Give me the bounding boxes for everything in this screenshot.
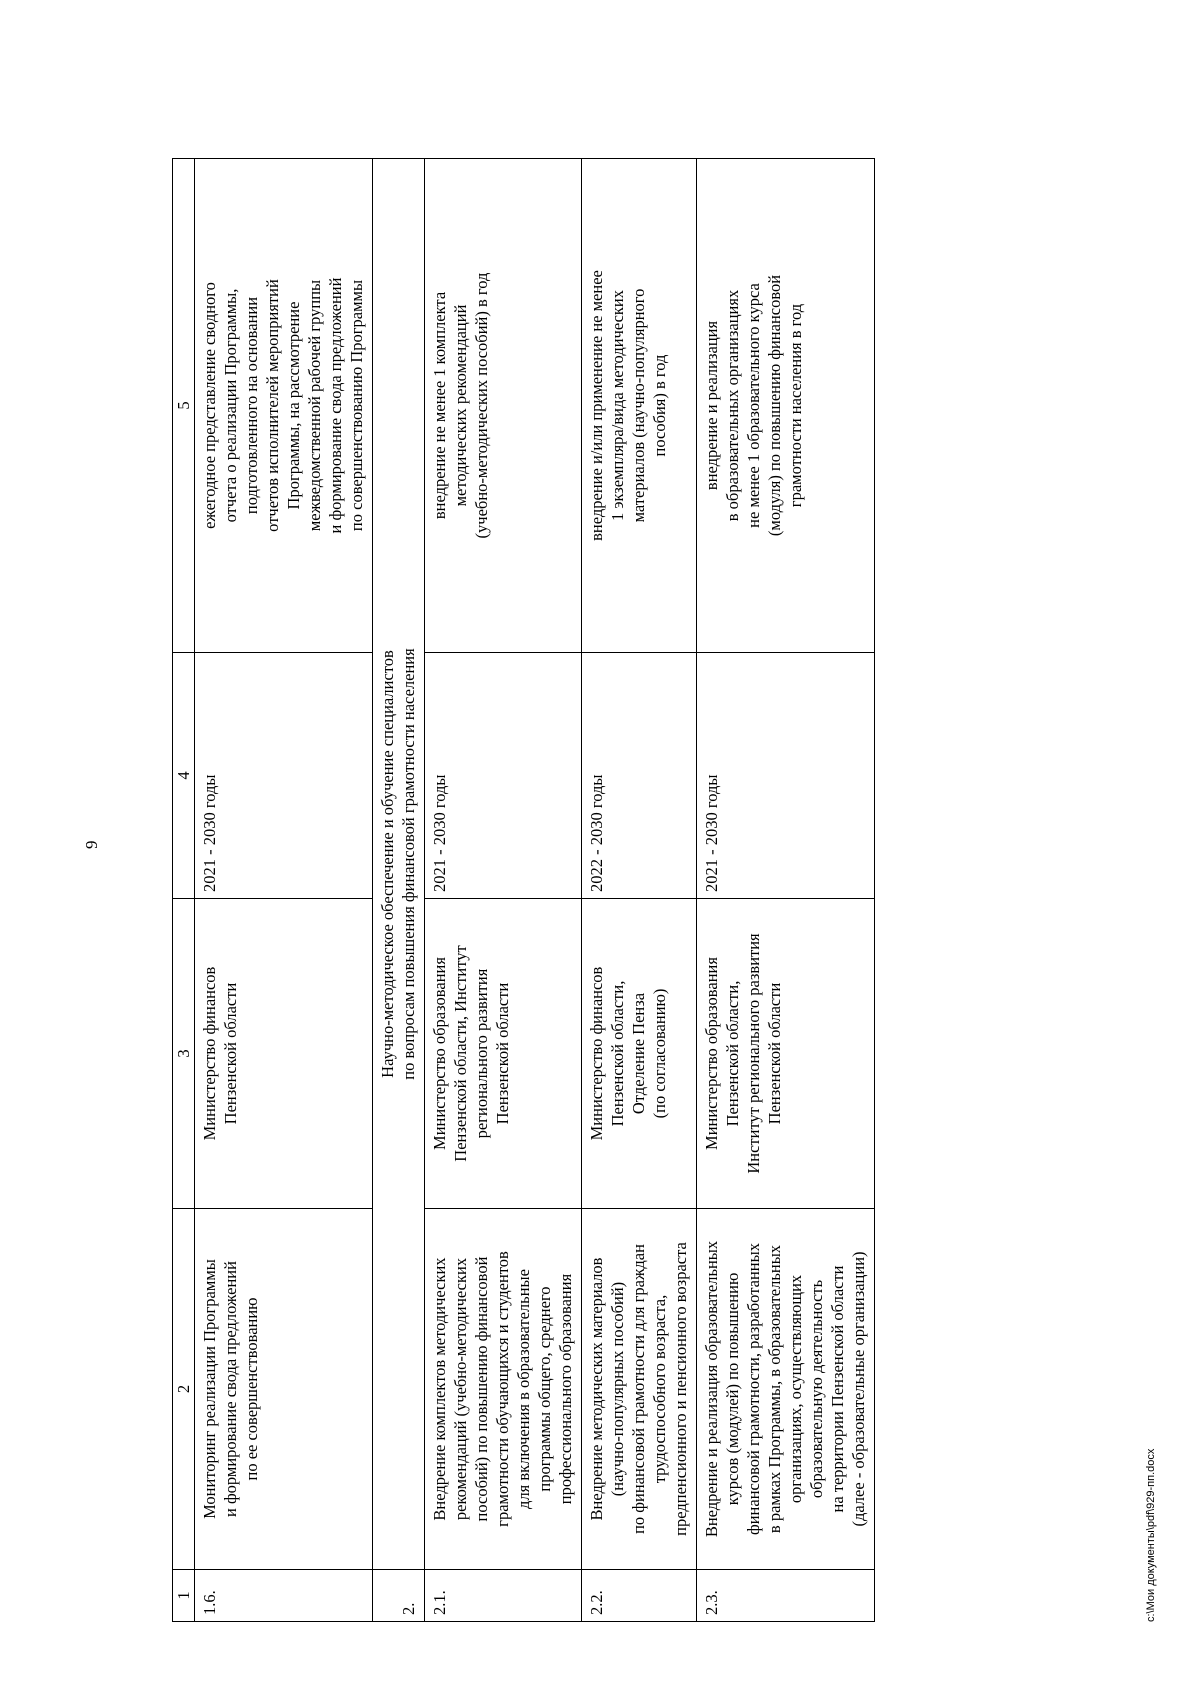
event-cell: Внедрение и реализация образовательных курсов (модулей) по повышению финансовой грамотности, разработанных в рамках Программы, в образовательных организациях, осуществляющих образовательную деятельность на территории Пензенской области (далее - образовательные организации) (697, 1209, 875, 1570)
row-number: 2.2. (582, 1570, 697, 1622)
section-row (373, 159, 425, 1622)
table-row (697, 159, 875, 1622)
table-header-row (173, 159, 195, 1622)
event-cell: Внедрение комплектов методических рекомендаций (учебно-методических пособий) по повышению финансовой грамотности обучающихся и студентов для включения в образовательные программы общего, среднего профессионального образования (425, 1209, 582, 1570)
period-cell: 2021 - 2030 годы (425, 653, 582, 899)
period-cell: 2021 - 2030 годы (195, 653, 373, 899)
event-cell: Внедрение методических материалов (научно-популярных пособий) по финансовой грамотности для граждан трудоспособного возраста, предпенсионного и пенсионного возраста (582, 1209, 697, 1570)
period-cell: 2021 - 2030 годы (697, 653, 875, 899)
header-cell: 4 (173, 653, 195, 899)
event-cell: Мониторинг реализации Программы и формирование свода предложений по ее совершенствованию (195, 1209, 373, 1570)
table-row (582, 159, 697, 1622)
header-cell: 5 (173, 159, 195, 653)
result-cell: внедрение и/или применение не менее 1 экземпляра/вида методических материалов (научно-популярного пособия) в год (582, 159, 697, 653)
page-number: 9 (82, 840, 101, 849)
row-number: 1.6. (195, 1570, 373, 1622)
section-title: Научно-методическое обеспечение и обучение специалистов по вопросам повышения финансовой грамотности населения (373, 159, 425, 1570)
file-path-footer: c:\Мои документы\pdf\929-пп.docx (1145, 1448, 1157, 1622)
header-cell: 3 (173, 899, 195, 1209)
table-row (195, 159, 373, 1622)
section-number: 2. (373, 1570, 425, 1622)
executor-cell: Министерство финансов Пензенской области, Отделение Пенза (по согласованию) (582, 899, 697, 1209)
program-measures-table (172, 158, 875, 1622)
header-cell: 1 (173, 1570, 195, 1622)
row-number: 2.1. (425, 1570, 582, 1622)
result-cell: внедрение и реализация в образовательных организациях не менее 1 образовательного курса (модуля) по повышению финансовой грамотности населения в год (697, 159, 875, 653)
executor-cell: Министерство финансов Пензенской области (195, 899, 373, 1209)
period-cell: 2022 - 2030 годы (582, 653, 697, 899)
executor-cell: Министерство образования Пензенской области, Институт регионального развития Пензенской области (425, 899, 582, 1209)
header-cell: 2 (173, 1209, 195, 1570)
table-row (425, 159, 582, 1622)
row-number: 2.3. (697, 1570, 875, 1622)
result-cell: ежегодное представление сводного отчета о реализации Программы, подготовленного на основании отчетов исполнителей мероприятий Программы, на рассмотрение межведомственной рабочей группы и формирование свода предложений по совершенствованию Программы (195, 159, 373, 653)
result-cell: внедрение не менее 1 комплекта методических рекомендаций (учебно-методических пособий) в год (425, 159, 582, 653)
executor-cell: Министерство образования Пензенской области, Институт регионального развития Пензенской области (697, 899, 875, 1209)
